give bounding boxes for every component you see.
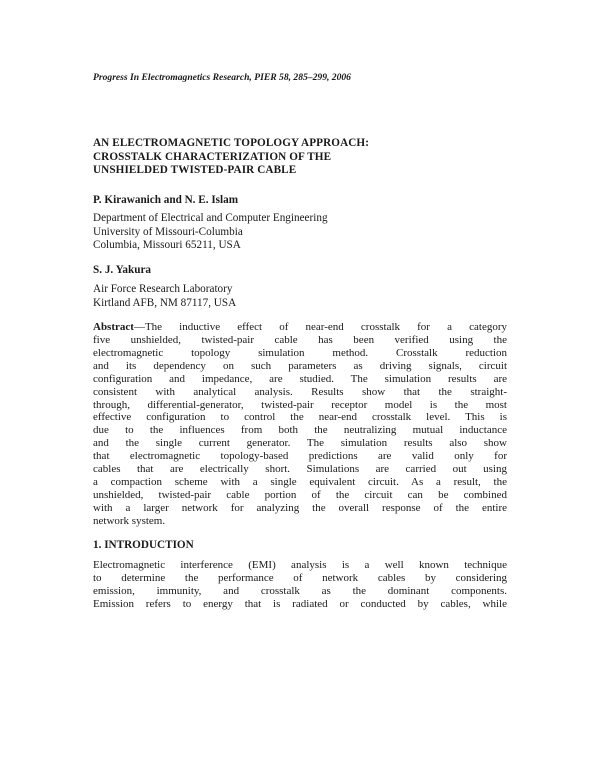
- author-names-2: S. J. Yakura: [93, 264, 152, 276]
- title-line: AN ELECTROMAGNETIC TOPOLOGY APPROACH:: [93, 137, 370, 149]
- abstract-line: cables that are electrically short. Simulations are carried out using: [93, 463, 507, 476]
- abstract-line: and its dependency on such parameters as driving signals, circuit: [93, 359, 507, 372]
- affiliation-line: Department of Electrical and Computer Engineering: [93, 212, 328, 224]
- intro-line: emission, immunity, and crosstalk as the dominant components.: [93, 585, 507, 598]
- affiliation-line: Air Force Research Laboratory: [93, 283, 233, 295]
- abstract-line: that electromagnetic topology-based predictions are valid only for: [93, 450, 507, 463]
- abstract: [93, 321, 507, 528]
- section-heading: 1. INTRODUCTION: [93, 539, 194, 551]
- abstract-line: a compaction scheme with a single equivalent circuit. As a result, the: [93, 476, 507, 489]
- paper-title: [93, 137, 513, 178]
- abstract-line: with a larger network for analyzing the overall response of the entire: [93, 501, 507, 514]
- affiliation-line: Kirtland AFB, NM 87117, USA: [93, 296, 237, 309]
- intro-line: Emission refers to energy that is radiated or conducted by cables, while: [93, 598, 507, 611]
- abstract-line: network system.: [93, 514, 166, 527]
- abstract-line: [93, 321, 507, 334]
- abstract-line: electromagnetic topology simulation method. Crosstalk reduction: [93, 346, 507, 359]
- intro-line: Electromagnetic interference (EMI) analysis is a well known technique: [93, 559, 507, 571]
- abstract-line: five unshielded, twisted-pair cable has been verified using the: [93, 333, 507, 346]
- abstract-line: unshielded, twisted-pair cable portion of the circuit can be combined: [93, 488, 507, 501]
- abstract-line: consistent with analytical analysis. Results show that the straight-: [93, 385, 507, 398]
- affiliation-line: Columbia, Missouri 65211, USA: [93, 239, 241, 251]
- affiliation-1: [93, 212, 328, 253]
- introduction-text: [93, 559, 507, 611]
- intro-line: to determine the performance of network cables by considering: [93, 572, 507, 585]
- abstract-line: configuration and impedance, are studied. The simulation results are: [93, 372, 507, 385]
- title-line: UNSHIELDED TWISTED-PAIR CABLE: [93, 164, 297, 176]
- abstract-line: effective configuration to control the near-end crosstalk level. This is: [93, 411, 507, 424]
- journal-reference: Progress In Electromagnetics Research, PIER 58, 285–299, 2006: [93, 72, 351, 83]
- affiliation-line: University of Missouri-Columbia: [93, 225, 243, 238]
- abstract-label: Abstract: [93, 321, 134, 333]
- author-names-1: P. Kirawanich and N. E. Islam: [93, 194, 239, 206]
- abstract-line: through, differential-generator, twisted-pair receptor model is the most: [93, 398, 507, 411]
- abstract-line: due to the influences from both the neutralizing mutual inductance: [93, 424, 507, 437]
- title-line: CROSSTALK CHARACTERIZATION OF THE: [93, 150, 332, 163]
- abstract-line: and the single current generator. The simulation results also show: [93, 437, 507, 450]
- affiliation-2: [93, 283, 236, 310]
- abstract-first-line: —The inductive effect of near-end crosstalk for a category: [133, 321, 507, 333]
